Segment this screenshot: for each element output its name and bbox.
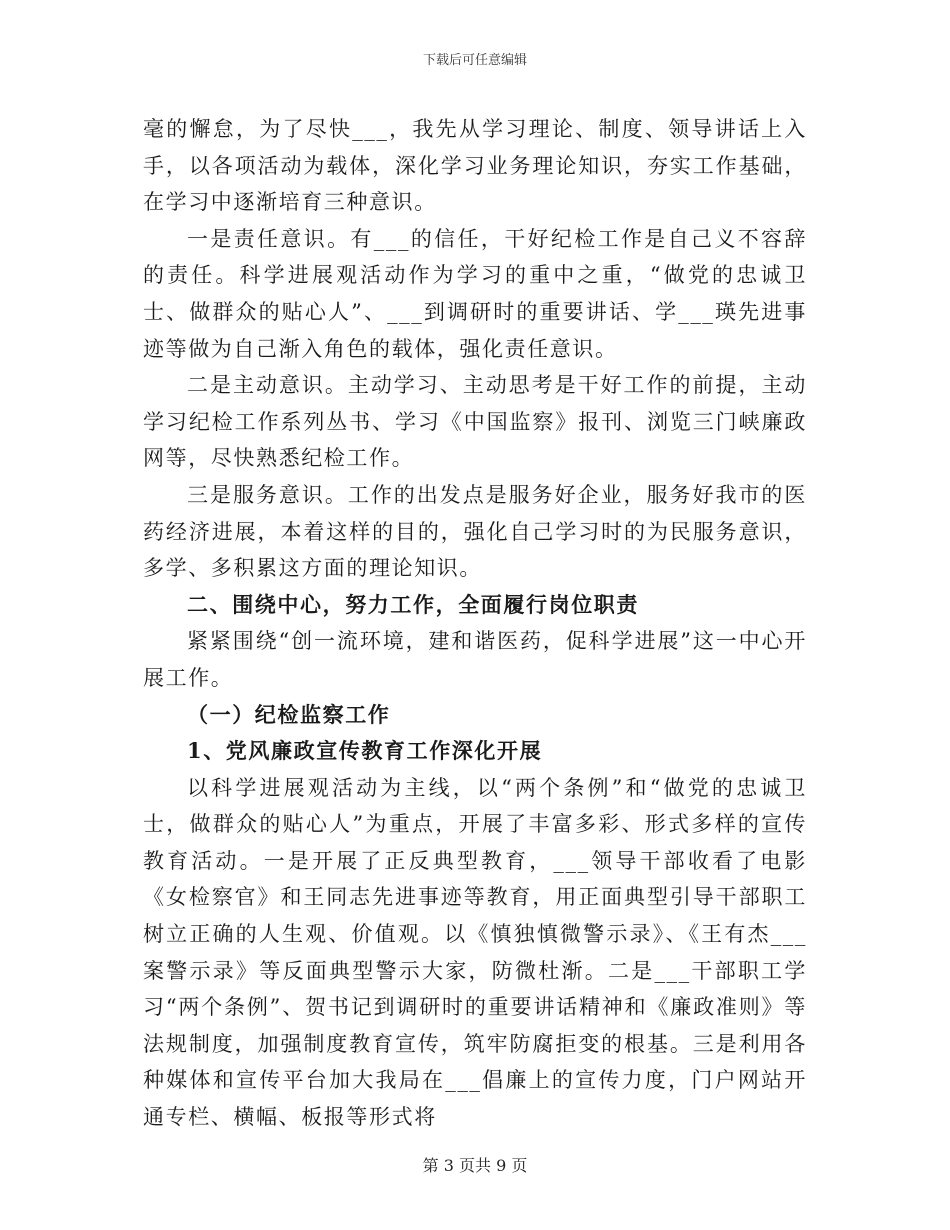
paragraph-responsibility: 一是责任意识。有___的信任，干好纪检工作是自己义不容辞的责任。科学进展观活动作为学习的重中之重，“做党的忠诚卫士、做群众的贴心人”、___到调研时的重要讲话、学___瑛先进事迹等做为自己渐入角色的载体，强化责任意识。 — [143, 226, 807, 361]
page-number: 第 3 页共 9 页 — [422, 1156, 528, 1175]
page-header: 下载后可任意编辑 — [422, 53, 527, 68]
section-heading-2: 二、围绕中心，努力工作，全面履行岗位职责 — [187, 591, 639, 617]
item-heading-1: 1、党风廉政宣传教育工作深化开展 — [187, 738, 543, 764]
paragraph-service: 三是服务意识。工作的出发点是服务好企业，服务好我市的医药经济进展，本着这样的目的，强化自己学习时的为民服务意识，多学、多积累这方面的理论知识。 — [143, 482, 807, 581]
subsection-heading-1: （一）纪检监察工作 — [187, 701, 391, 727]
paragraph-center-work: 紧紧围绕“创一流环境，建和谐医药，促科学进展”这一中心开展工作。 — [143, 629, 807, 690]
paragraph-initiative: 二是主动意识。主动学习、主动思考是干好工作的前提，主动学习纪检工作系列丛书、学习《中国监察》报刊、浏览三门峡廉政网等，尽快熟悉纪检工作。 — [143, 373, 807, 471]
paragraph-continuation: 毫的懈怠，为了尽快___，我先从学习理论、制度、领导讲话上入手，以各项活动为载体，深化学习业务理论知识，夯实工作基础，在学习中逐渐培育三种意识。 — [143, 117, 807, 215]
paragraph-education: 以科学进展观活动为主线，以“两个条例”和“做党的忠诚卫士，做群众的贴心人”为重点，开展了丰富多彩、形式多样的宣传教育活动。一是开展了正反典型教育，___领导干部收看了电影《女检察官》和王同志先进事迹等教育，用正面典型引导干部职工树立正确的人生观、价值观。以《慎独慎微警示录》、《王有杰___案警示录》等反面典型警示大家，防微杜渐。二是___干部职工学习“两个条例”、贺书记到调研时的重要讲话精神和《廉政准则》等法规制度，加强制度教育宣传，筑牢防腐拒变的根基。三是利用各种媒体和宣传平台加大我局在___倡廉上的宣传力度，门户网站开通专栏、横幅、板报等形式将 — [143, 775, 807, 1130]
document-body — [143, 111, 807, 1136]
